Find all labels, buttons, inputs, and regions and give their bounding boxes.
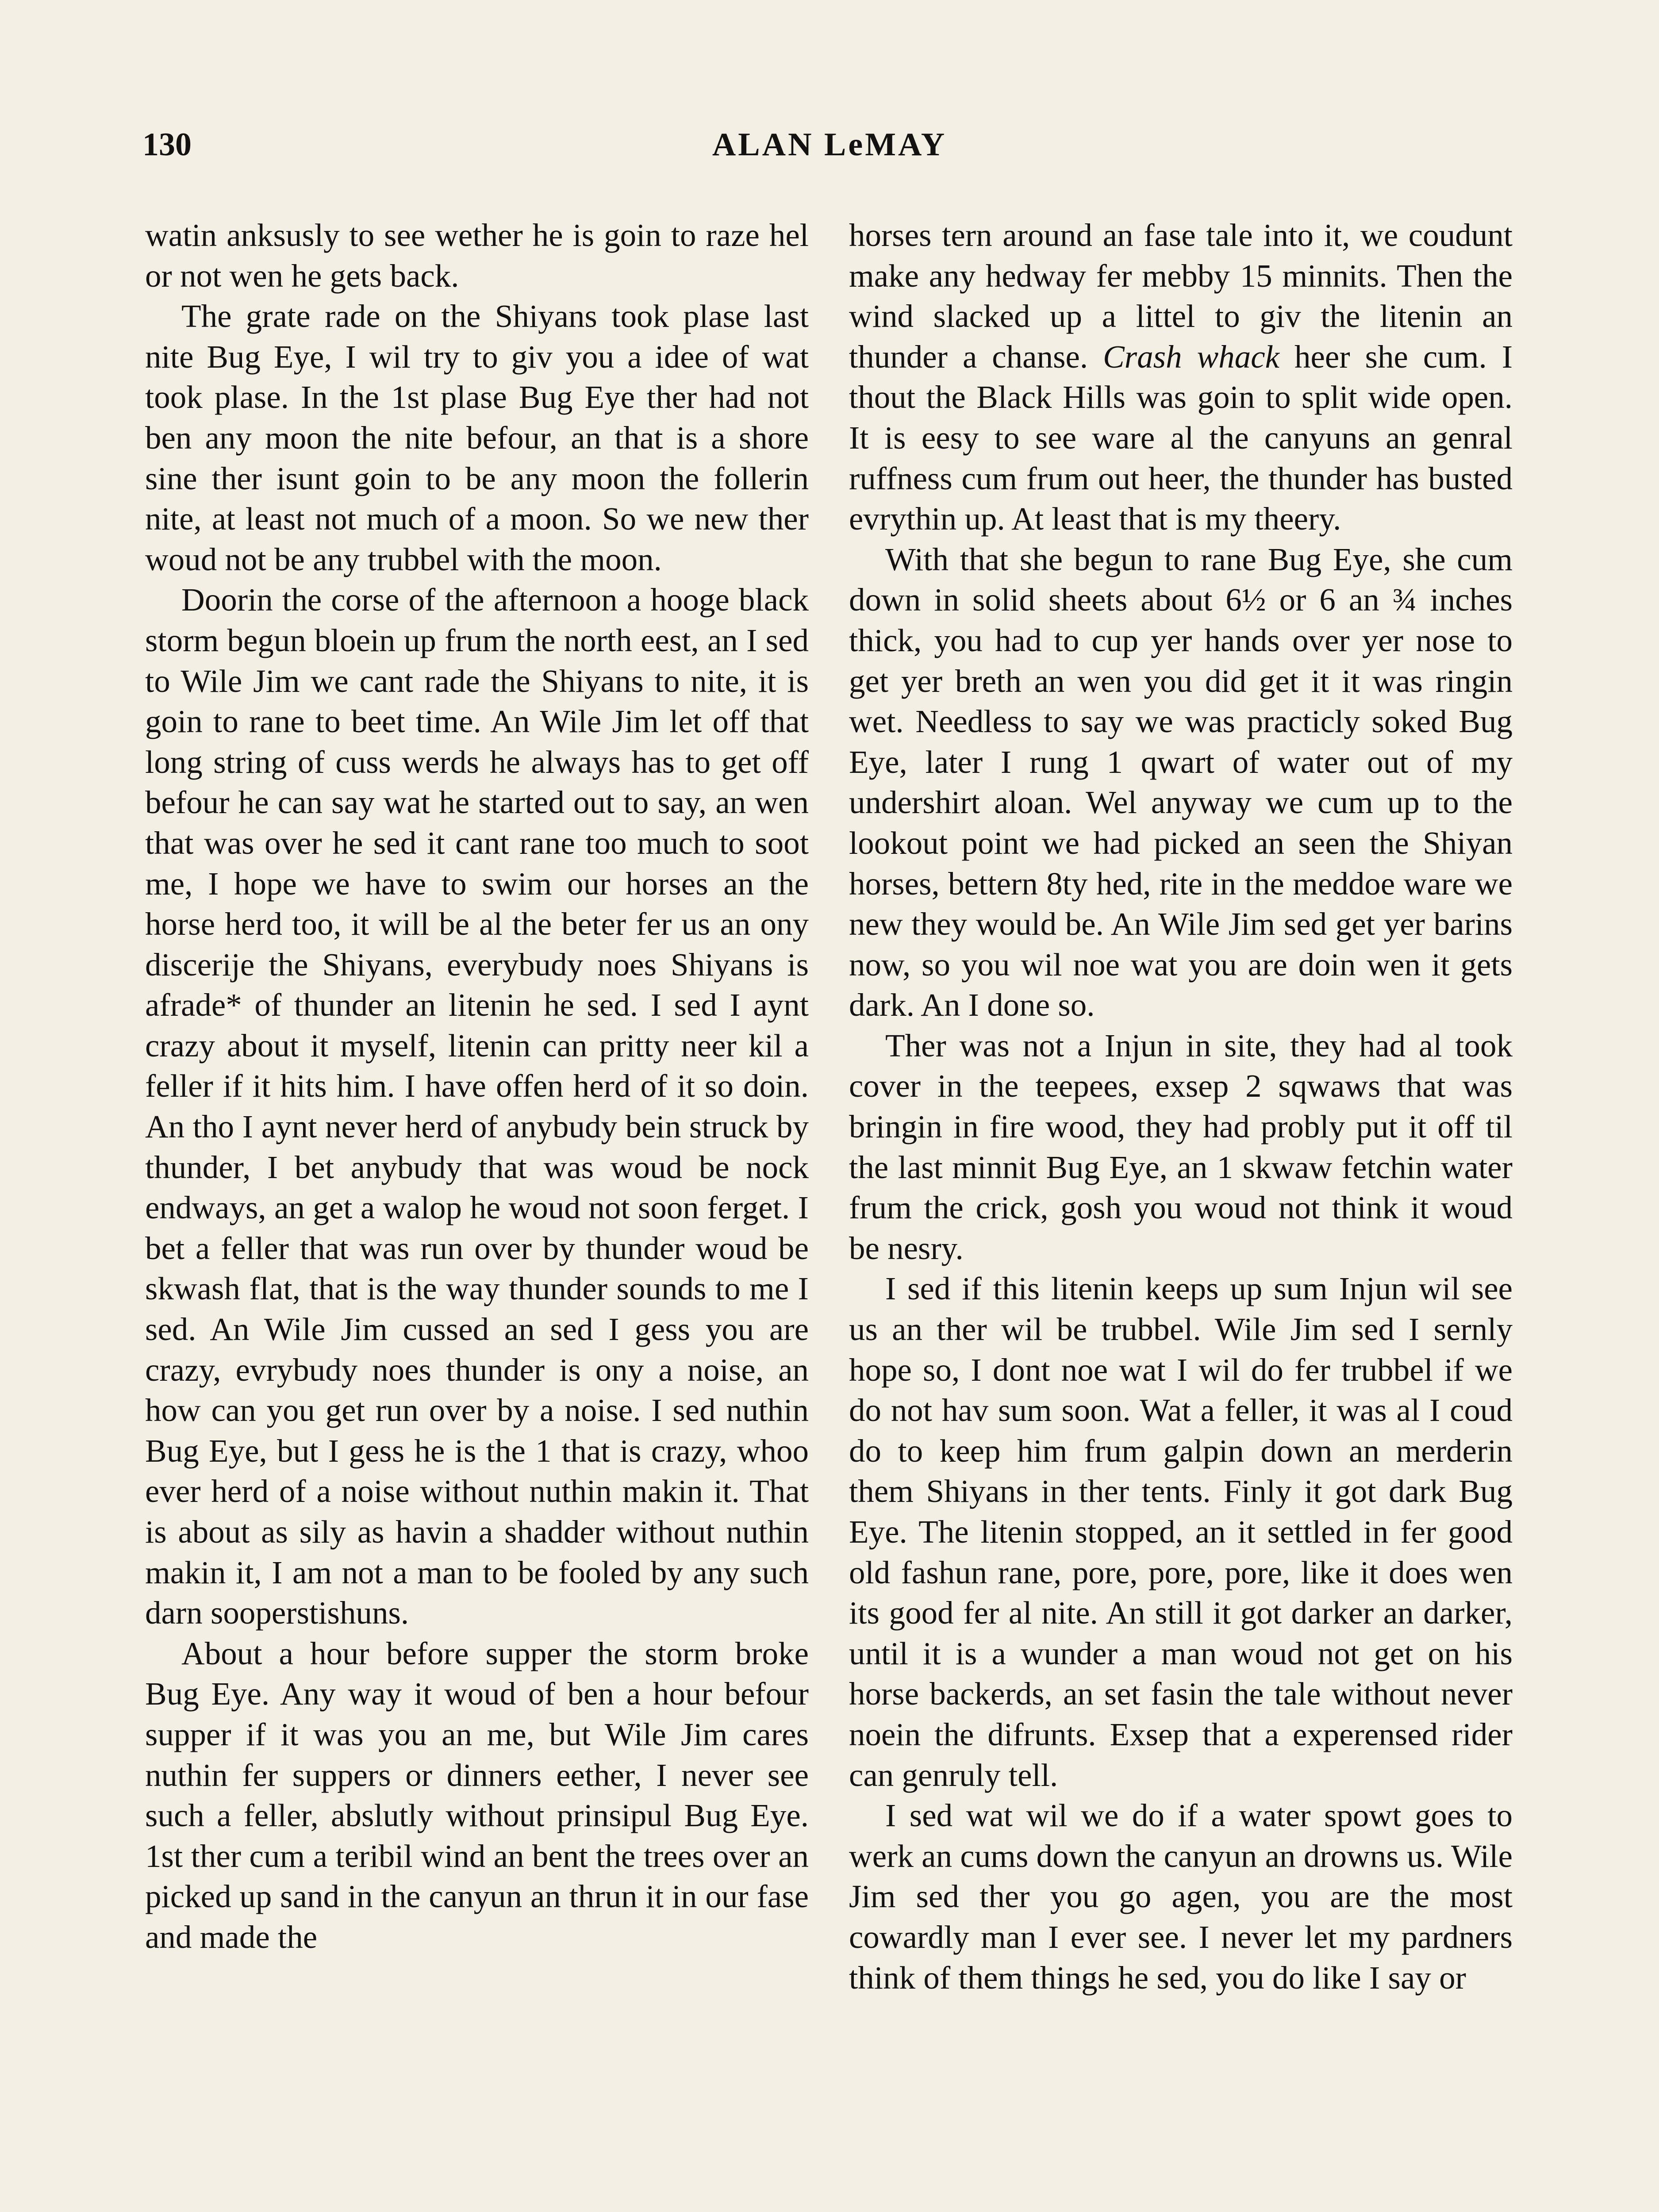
paragraph: Doorin the corse of the afternoon a hooge black storm begun bloein up frum the north eest, an I sed to Wile Jim we cant rade the Shiyans to nite, it is goin to rane to beet time. An Wile Jim let off that long string of cuss werds he always has to get off befour he can say wat he started out to say, an wen that was over he sed it cant rane too much to soot me, I hope we have to swim our horses an the horse herd too, it will be al the beter fer us an ony discerije the Shiyans, everybudy noes Shiyans is afrade* of thunder an litenin he sed. I sed I aynt crazy about it myself, litenin can pritty neer kil a feller if it hits him. I have offen herd of it so doin. An tho I aynt never herd of anybudy bein struck by thunder, I bet anybudy that was woud be nock endways, an get a walop he woud not soon ferget. I bet a feller that was run over by thunder woud be skwash flat, that is the way thunder sounds to me I sed. An Wile Jim cussed an sed I gess you are crazy, evrybudy noes thunder is ony a noise, an how can you get run over by a noise. I sed nuthin Bug Eye, but I gess he is the 1 that is crazy, whoo ever herd of a noise without nuthin makin it. That is about as sily as havin a shadder without nuthin makin it, I am not a man to be fooled by any such darn sooperstishuns. [145,582,809,1631]
paragraph-text: horses tern around an fase tale into it, we coudunt make any hedway fer mebby 15 minnits. Then the wind slacked up a littel to giv the litenin an thunder a chanse. [849,217,1513,375]
italic-phrase: Crash whack [1103,338,1280,375]
page-number: 130 [142,127,192,163]
paragraph: With that she begun to rane Bug Eye, she cum down in solid sheets about 6½ or 6 an ¾ inches thick, you had to cup yer hands over yer nose to get yer breth an wen you did get it it was ringin wet. Needless to say we was practicly soked Bug Eye, later I rung 1 qwart of water out of my undershirt aloan. Wel anyway we cum up to the lookout point we had picked an seen the Shiyan horses, bettern 8ty hed, rite in the meddoe ware we new they would be. An Wile Jim sed get yer barins now, so you wil noe wat you are doin wen it gets dark. An I done so. [849,541,1513,1023]
right-column [849,215,1513,1998]
paragraph [849,215,1513,539]
paragraph: I sed wat wil we do if a water spowt goes to werk an cums down the canyun an drowns us. Wile Jim sed ther you go agen, you are the most cowardly man I ever see. I never let my pardners think of them things he sed, you do like I say or [849,1797,1513,1996]
paragraph: Ther was not a Injun in site, they had al took cover in the teepees, exsep 2 sqwaws that was bringin in fire wood, they had probly put it off til the last minnit Bug Eye, an 1 skwaw fetchin water frum the crick, gosh you woud not think it woud be nesry. [849,1027,1513,1266]
paragraph: watin anksusly to see wether he is goin to raze hel or not wen he gets back. [145,217,809,294]
paragraph: I sed if this litenin keeps up sum Injun wil see us an ther wil be trubbel. Wile Jim sed I sernly hope so, I dont noe wat I wil do fer trubbel if we do not hav sum soon. Wat a feller, it was al I coud do to keep him frum galpin down an merderin them Shiyans in ther tents. Finly it got dark Bug Eye. The litenin stopped, an it settled in fer good old fashun rane, pore, pore, pore, like it does wen its good fer al nite. An still it got darker an darker, until it is a wunder a man woud not get on his horse backerds, an set fasin the tale without never noein the difrunts. Exsep that a experensed rider can genruly tell. [849,1271,1513,1793]
paragraph: About a hour before supper the storm broke Bug Eye. Any way it woud of ben a hour befour supper if it was you an me, but Wile Jim cares nuthin fer suppers or dinners eether, I never see such a feller, abslutly without prinsipul Bug Eye. 1st ther cum a teribil wind an bent the trees over an picked up sand in the canyun an thrun it in our fase and made the [145,1635,809,1955]
running-head: ALAN LeMAY [712,127,947,163]
left-column [145,215,809,1958]
paragraph-text: heer she cum. I thout the Black Hills was goin to split wide open. It is eesy to see ware al the canyuns an genral ruffness cum frum out heer, the thunder has busted evrythin up. At least that is my theery. [849,338,1513,537]
paragraph: The grate rade on the Shiyans took plase last nite Bug Eye, I wil try to giv you a idee of wat took plase. In the 1st plase Bug Eye ther had not ben any moon the nite befour, an that is a shore sine ther isunt goin to be any moon the follerin nite, at least not much of a moon. So we new ther woud not be any trubbel with the moon. [145,298,809,577]
